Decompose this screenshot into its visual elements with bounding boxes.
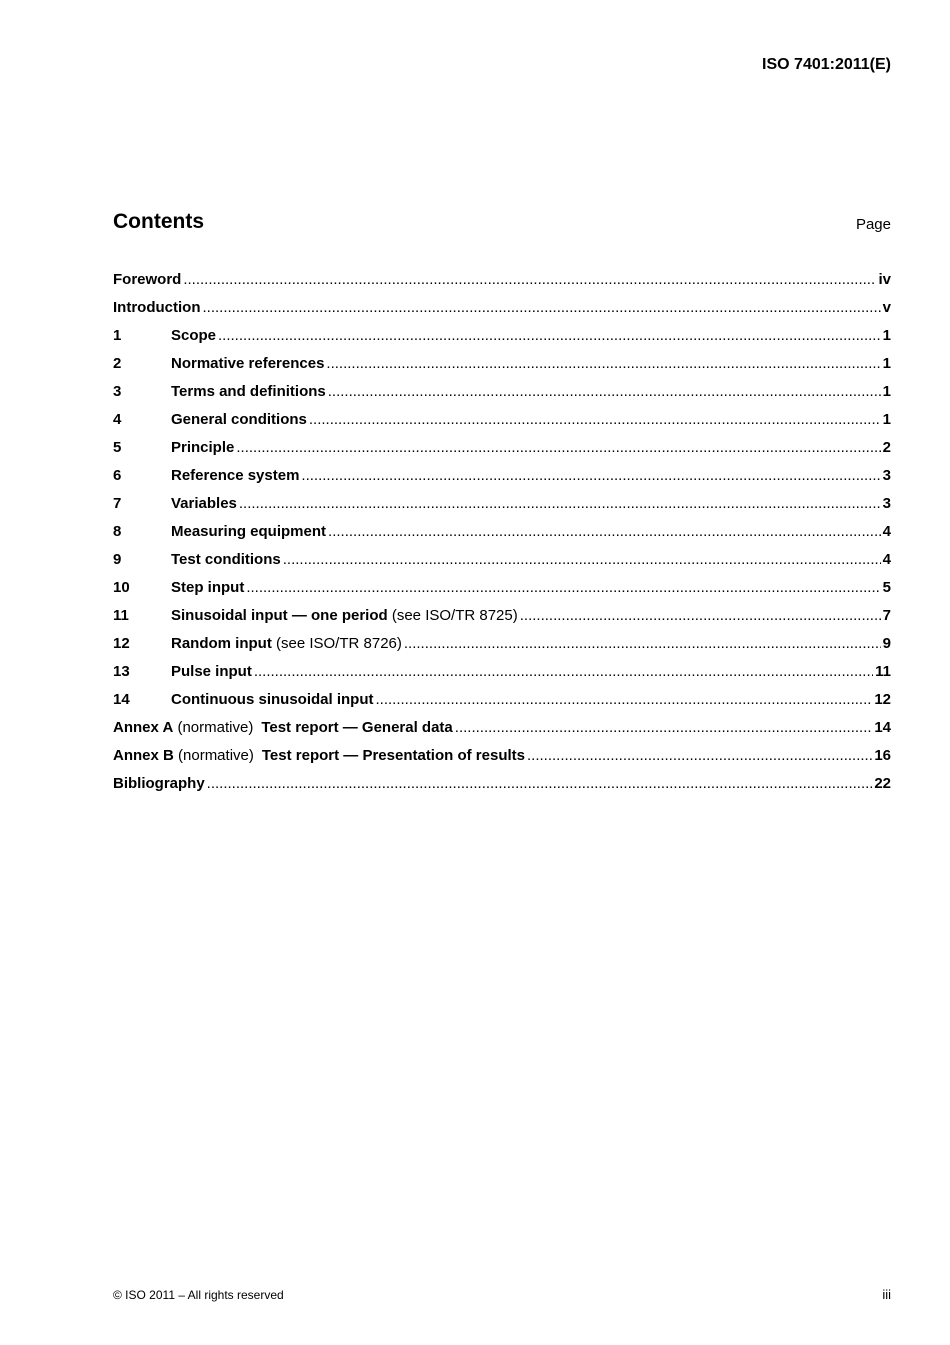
toc-entry-clause-1[interactable] (113, 321, 891, 349)
dot-leader (455, 719, 873, 736)
toc-entry-clause-9[interactable] (113, 545, 891, 573)
toc-entry-number: 13 (113, 662, 130, 680)
dot-leader (328, 383, 881, 400)
toc-entry-page: 1 (882, 326, 891, 344)
document-id: ISO 7401:2011(E) (762, 56, 891, 73)
toc-entry-number: 2 (113, 354, 122, 372)
toc-entry-page: 7 (882, 606, 891, 624)
toc-entry-title: Test report — Presentation of results (261, 746, 525, 764)
toc-entry-page: 12 (874, 690, 891, 708)
toc-entry-page: 5 (882, 578, 891, 596)
toc-entry-page: 14 (874, 718, 891, 736)
dot-leader (375, 691, 872, 708)
dot-leader (520, 607, 881, 624)
toc-entry-number: 3 (113, 382, 122, 400)
annex-label: Annex A (113, 718, 174, 736)
toc-entry-number: 9 (113, 550, 122, 568)
dot-leader (254, 663, 873, 680)
toc-entry-clause-2[interactable] (113, 349, 891, 377)
toc-entry-clause-4[interactable] (113, 405, 891, 433)
toc-entry-page: 2 (882, 438, 891, 456)
toc-entry-annex-b[interactable] (113, 741, 891, 769)
toc-entry-page: 3 (882, 466, 891, 484)
dot-leader (527, 747, 872, 764)
dot-leader (326, 355, 880, 372)
toc-entry-title: Foreword (113, 270, 182, 288)
toc-entry-page: 3 (882, 494, 891, 512)
page-number: iii (882, 1287, 891, 1302)
toc-entry-clause-12[interactable] (113, 629, 891, 657)
toc-entry-annex-a[interactable] (113, 713, 891, 741)
toc-entry-page: 22 (874, 774, 891, 792)
toc-entry-title: Scope (171, 326, 217, 344)
toc-entry-page: 16 (874, 746, 891, 764)
dot-leader (183, 271, 876, 288)
toc-entry-note: (see ISO/TR 8725) (391, 606, 518, 624)
dot-leader (283, 551, 881, 568)
toc-entry-number: 8 (113, 522, 122, 540)
toc-entry-clause-10[interactable] (113, 573, 891, 601)
toc-entry-page: iv (878, 270, 891, 288)
copyright-notice: © ISO 2011 – All rights reserved (113, 1288, 284, 1302)
dot-leader (236, 439, 880, 456)
toc-entry-bibliography[interactable] (113, 769, 891, 797)
toc-entry-page: 4 (882, 550, 891, 568)
dot-leader (218, 327, 881, 344)
toc-entry-number: 10 (113, 578, 130, 596)
dot-leader (328, 523, 881, 540)
annex-prefix (113, 747, 254, 764)
toc-entry-title: Sinusoidal input — one period (171, 606, 388, 624)
toc-entry-title: Test report — General data (261, 718, 453, 736)
toc-entry-page: 1 (882, 410, 891, 428)
toc-entry-introduction[interactable] (113, 293, 891, 321)
toc-entry-title-group (171, 635, 402, 652)
toc-entry-clause-3[interactable] (113, 377, 891, 405)
toc-entry-title: Principle (171, 438, 235, 456)
toc-entry-number: 6 (113, 466, 122, 484)
annex-prefix (113, 719, 253, 736)
annex-type: (normative) (178, 746, 254, 764)
toc-entry-title: Measuring equipment (171, 522, 327, 540)
toc-entry-page: 11 (875, 662, 891, 680)
toc-entry-clause-5[interactable] (113, 433, 891, 461)
dot-leader (207, 775, 873, 792)
toc-entry-title: Test conditions (171, 550, 281, 568)
dot-leader (301, 467, 880, 484)
toc-entry-page: v (882, 298, 891, 316)
toc-entry-page: 1 (882, 354, 891, 372)
toc-entry-clause-11[interactable] (113, 601, 891, 629)
toc-entry-clause-7[interactable] (113, 489, 891, 517)
dot-leader (309, 411, 881, 428)
toc-entry-title: Random input (171, 634, 272, 652)
toc-entry-title: Bibliography (113, 774, 205, 792)
toc-entry-title-group (171, 607, 518, 624)
toc-entry-number: 11 (113, 606, 129, 624)
annex-label: Annex B (113, 746, 174, 764)
dot-leader (404, 635, 881, 652)
toc-entry-note: (see ISO/TR 8726) (276, 634, 402, 652)
toc-entry-number: 1 (113, 326, 122, 344)
toc-entry-page: 1 (882, 382, 891, 400)
toc-entry-number: 7 (113, 494, 122, 512)
toc-entry-title: Variables (171, 494, 237, 512)
page-column-label: Page (855, 216, 891, 233)
toc-entry-clause-14[interactable] (113, 685, 891, 713)
dot-leader (239, 495, 881, 512)
dot-leader (202, 299, 880, 316)
toc-entry-number: 4 (113, 410, 122, 428)
table-of-contents (113, 265, 891, 797)
toc-entry-number: 12 (113, 634, 130, 652)
toc-entry-title: Step input (171, 578, 245, 596)
toc-entry-clause-8[interactable] (113, 517, 891, 545)
toc-entry-title: Continuous sinusoidal input (171, 690, 374, 708)
toc-entry-number: 5 (113, 438, 122, 456)
toc-entry-title: General conditions (171, 410, 307, 428)
contents-heading: Contents (113, 210, 204, 233)
toc-entry-page: 4 (882, 522, 891, 540)
toc-entry-clause-13[interactable] (113, 657, 891, 685)
toc-entry-title: Pulse input (171, 662, 252, 680)
dot-leader (246, 579, 880, 596)
toc-entry-title: Introduction (113, 298, 201, 316)
toc-entry-foreword[interactable] (113, 265, 891, 293)
toc-entry-title: Reference system (171, 466, 300, 484)
toc-entry-clause-6[interactable] (113, 461, 891, 489)
toc-entry-title: Normative references (171, 354, 325, 372)
toc-entry-title: Terms and definitions (171, 382, 326, 400)
toc-entry-number: 14 (113, 690, 130, 708)
toc-entry-page: 9 (882, 634, 891, 652)
annex-type: (normative) (177, 718, 254, 736)
